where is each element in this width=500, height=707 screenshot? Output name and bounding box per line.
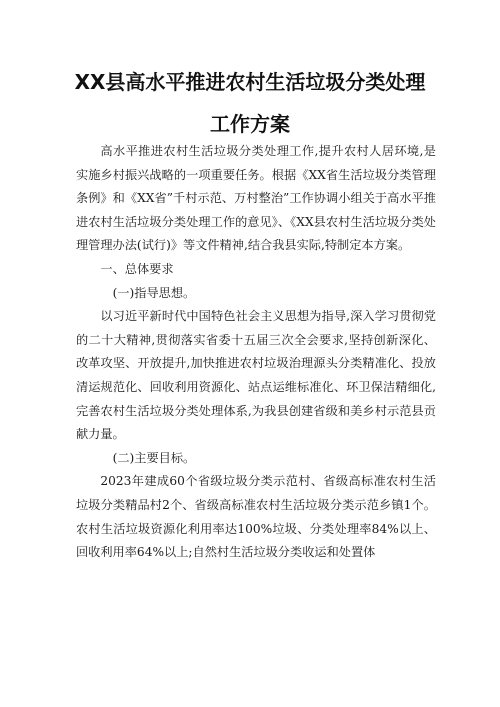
- main-goals-paragraph: 2023年建成60个省级垃圾分类示范村、省级高标准农村生活垃圾分类精品村2个、省级高标准农村生活垃圾分类示范乡镇1个。农村生活垃圾资源化利用率达100%垃圾、分类处理率84%以上、回收利用率64%以上;自然村生活垃圾分类收运和处置体: [76, 474, 436, 560]
- document-title-line-2: 工作方案: [210, 112, 290, 136]
- subsection-heading-guiding-ideology: (一)指导思想。: [112, 285, 196, 300]
- document-title-line-1: XX县高水平推进农村生活垃圾分类处理: [74, 70, 426, 94]
- intro-paragraph: 高水平推进农村生活垃圾分类处理工作,提升农村人居环境,是实施乡村振兴战略的一项重要任务。根据《XX省生活垃圾分类管理条例》和《XX省”千村示范、万村整治”工作协调小组关于高水平推进农村生活垃圾分类处理工作的意见》、《XX县农村生活垃圾分类处理管理办法(试行)》等文件精神,结合我县实际,特制定本方案。: [76, 144, 436, 253]
- guiding-ideology-paragraph: 以习近平新时代中国特色社会主义思想为指导,深入学习贯彻党的二十大精神,贯彻落实省委十五届三次全会要求,坚持创新深化、改革攻坚、开放提升,加快推进农村垃圾治理源头分类精准化、投放清运规范化、回收利用资源化、站点运维标准化、环卫保洁精细化,完善农村生活垃圾分类处理体系,为我县创建省级和美乡村示范县贡献力量。: [76, 309, 436, 442]
- document-body: [76, 140, 436, 565]
- subsection-heading-main-goals: (二)主要目标。: [112, 450, 196, 465]
- section-heading-general-requirements: 一、总体要求: [100, 261, 174, 276]
